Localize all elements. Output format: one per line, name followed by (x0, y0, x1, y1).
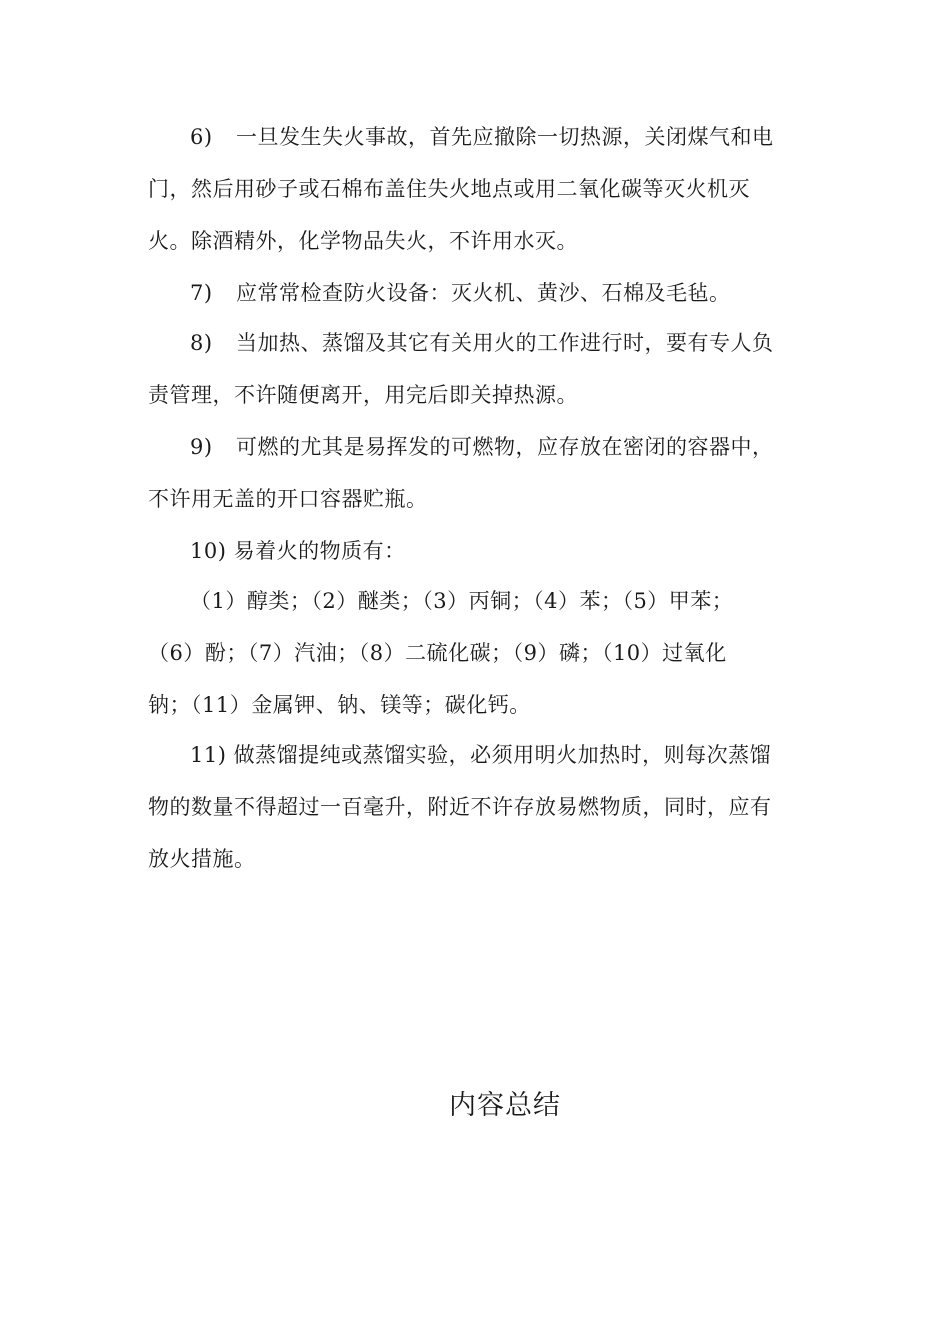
item-11-line-3: 放火措施。 (148, 847, 256, 871)
substances-line-3: 钠；（11）金属钾、钠、镁等；碳化钙。 (148, 693, 531, 717)
item-8-line-2: 责管理，不许随便离开，用完后即关掉热源。 (148, 383, 578, 407)
item-11-number: 11) (190, 743, 227, 767)
item-9-line-1: 9) 可燃的尤其是易挥发的可燃物，应存放在密闭的容器中， (190, 432, 810, 462)
item-8-line-1: 8) 当加热、蒸馏及其它有关用火的工作进行时，要有专人负 (190, 328, 810, 358)
item-7-number: 7) (190, 281, 213, 305)
substances-line-1: （1）醇类；（2）醚类；（3）丙铜；（4）苯；（5）甲苯； (190, 589, 734, 613)
item-10-number: 10) (190, 539, 227, 563)
item-8-number: 8) (190, 331, 213, 355)
summary-title: 内容总结 (449, 1090, 561, 1121)
item-7-line-1: 7) 应常常检查防火设备：灭火机、黄沙、石棉及毛毡。 (190, 278, 810, 308)
item-6-line-1: 6) 一旦发生失火事故，首先应撤除一切热源，关闭煤气和电 (190, 122, 810, 152)
substances-line-2: （6）酚；（7）汽油；（8）二硫化碳；（9）磷；（10）过氧化 (148, 641, 727, 665)
item-6-line-2: 门，然后用砂子或石棉布盖住失火地点或用二氧化碳等灭火机灭 (148, 177, 750, 201)
item-6-line-3: 火。除酒精外，化学物品失火，不许用水灭。 (148, 229, 578, 253)
item-11-line-2: 物的数量不得超过一百毫升，附近不许存放易燃物质，同时，应有 (148, 795, 772, 819)
item-9-line-2: 不许用无盖的开口容器贮瓶。 (148, 487, 428, 511)
item-9-number: 9) (190, 435, 213, 459)
item-10-line-1: 10) 易着火的物质有： (190, 539, 406, 563)
item-6-number: 6) (190, 125, 213, 149)
item-11-line-1: 11) 做蒸馏提纯或蒸馏实验，必须用明火加热时，则每次蒸馏 (190, 743, 772, 767)
